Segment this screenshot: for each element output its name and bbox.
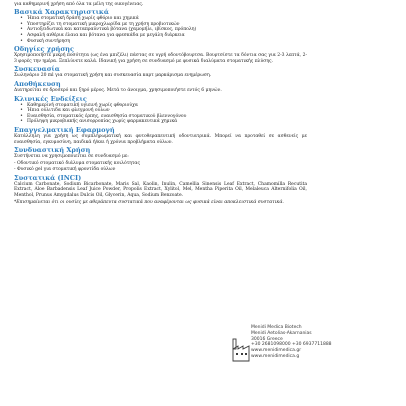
usage-paragraph: Χρησιμοποιήστε μικρή ποσότητα (ως ένα μπιζέλι) πάστας σε υγρή οδοντόβουρτσα. Βουρτσίστε τα δόντια σας για 2-3 λεπτά, 2-3 φορές την ημέρα. Ξεπλύνετε καλά. Ιδανική για χρήση σε συνδυασμό με φυσικά διαλύματα στοματικής πλύσης. [14,53,307,64]
combined-use-item: - Φυσικό gel για στοματική φροντίδα ούλων [14,167,116,173]
company-info [224,322,404,406]
company-address [251,325,332,360]
list-item: • Ήπια στοματική δράση χωρίς φθόριο και χημικά [27,16,307,22]
professional-use-heading: Επαγγελματική Εφαρμογή [14,125,115,134]
ingredients-heading: Συστατικά (INCI) [14,173,82,182]
professional-use-paragraph: Κατάλληλη για χρήση ως συμπληρωματική και φυτοθεραπευτική οδοντιατρικά. Μπορεί να προταθεί σε ασθενείς με ευαισθησία, εγκυμοσύνη, παιδικά ή/και ή χρόνια προβλήματα ούλων. [14,133,307,145]
list-item: • Ευαισθησία, στοματικός έρπης, ευαισθησία στοματικού βλεννογόνου [27,114,307,120]
packaging-paragraph: Σωληνάριο 20 ml για στοματική χρήση και συσκευασία καρτ μαρκάρισμα ενημέρωση. [14,73,212,79]
clinical-indications-heading: Κλινικές Ενδείξεις [14,94,87,103]
factory-icon [232,336,250,362]
list-item: • Πρόληψη μικροβιακής ανισορροπίας χωρίς φαρμακευτικά χημικά [27,119,307,125]
combined-use-item: - Οδοντικό στοματικό διάλυμα στοματικής κοιλότητας [14,160,140,166]
company-phone: +30 2681098000 +30 6937711888 [251,342,332,348]
key-features-list [14,16,307,44]
intro-paragraph-1: για καθημερινή χρήση από όλα τα μέλη της οικογένειας. [14,1,144,7]
list-item: • Υποστηρίζει τη στοματική μικροχλωρίδα με τη χρήση προβιοτικών [27,22,307,28]
company-website-alt[interactable]: www.menidimedica.g [251,353,300,359]
ingredients-list: Calcium Carbonate, Sodium Bicarbonate, Maris Sal, Kaolin, Inulin, Camellia Sinensis Leaf Extract, Chamomilla Recutita Extract, Aloe Barbadensis Leaf Juice Powder, Propolis Extract, Xylitol, Mel, Mentha Piperita Oil, Melaleuca Alternifolia Oil, Menthol, Prunus Amygdalus Dulcis Oil, Glycerin, Aqua, Sodium Benzoate. [14,181,307,199]
company-name: Menidi Medica Biotech [251,325,302,330]
company-postcode: 30016 Greece [251,336,283,342]
list-item: • Ασφαλή αιθέρια έλαια και βότανα για φρεσκάδα με μεγάλη διάρκεια [27,33,307,39]
list-item: • Αντιοξειδωτικά και καταπραϋντικά βότανα (χαμομήλι, ιβίσκος, πρόπολη) [27,27,307,33]
clinical-indications-list [14,103,307,125]
list-item: • Φυσική συντήρηση [27,39,307,45]
combined-use-heading: Συνδυαστική Χρήση [14,146,91,155]
list-item: • Ήπια ούλιτιδα και φλεγμονή ούλων [27,108,307,114]
combined-use-intro: Συστήνεται να χρησιμοποιείται σε συνδυασμό με: [14,154,129,160]
product-description [14,0,307,206]
storage-paragraph: Διατηρείται σε δροσερό και ξηρό μέρος. Μετά το άνοιγμα, χρησιμοποιήστε εντός 6 μηνών. [14,87,222,93]
company-website[interactable]: www.menidimedica.gr [251,348,302,354]
company-location: Menidi Aetolias-Akarnanias [251,330,312,336]
packaging-heading: Συσκευασία [14,65,60,74]
usage-heading: Οδηγίες χρήσης [14,45,74,54]
key-features-heading: Βασικά Χαρακτηριστικά [14,8,109,17]
storage-heading: Αποθήκευση [14,79,61,88]
footnote: *Επισημαίνεται ότι οι ουσίες με αθεράπευτα συστατικά που αναφέρονται ως φυσικά είναι αποκλειστικά συστατικά. [14,199,284,205]
list-item: • Καθημερινή στοματική υγιεινή χωρίς φθοριούχα [27,103,307,109]
